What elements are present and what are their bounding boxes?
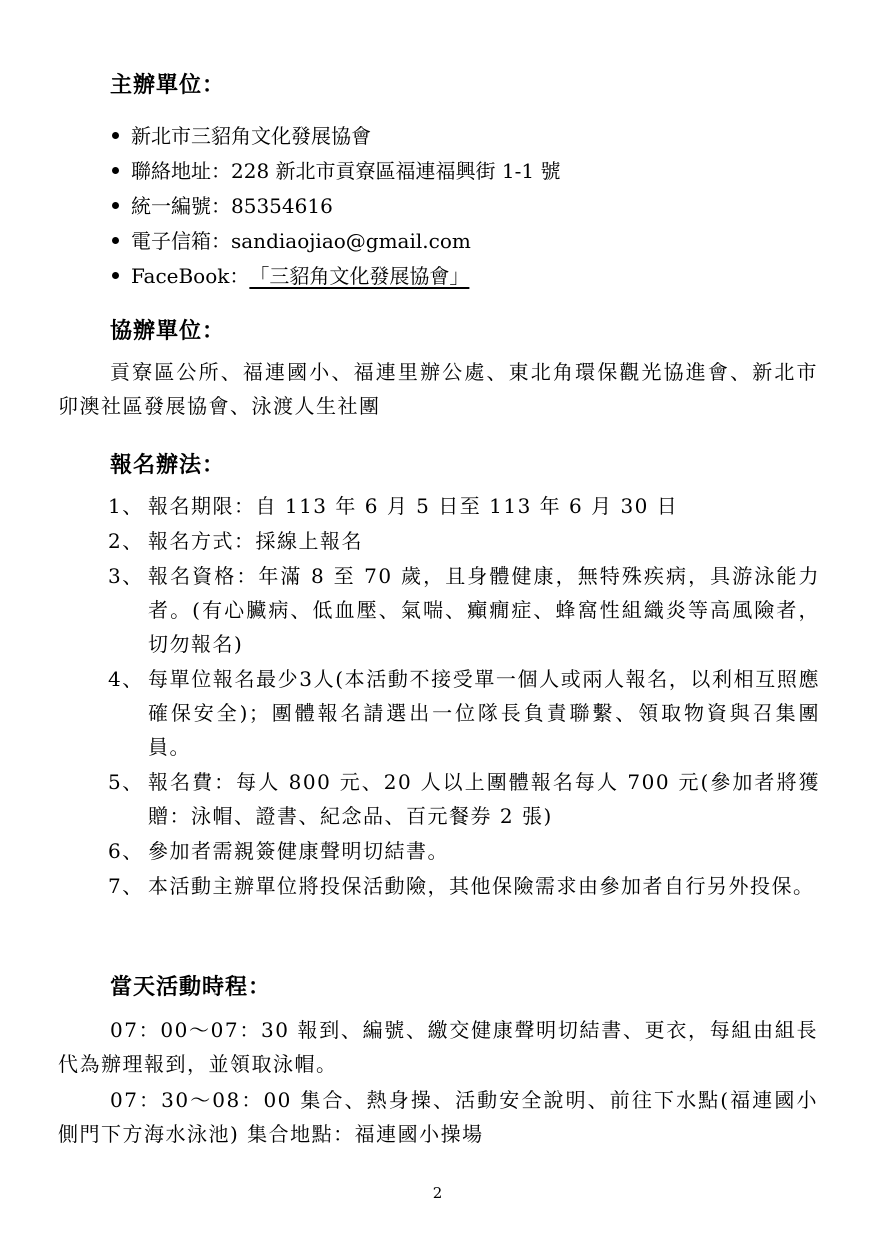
registration-steps: [108, 489, 820, 904]
bullet-icon: [112, 132, 119, 139]
step-text: 本活動主辦單位將投保活動險，其他保險需求由參加者自行另外投保。: [148, 874, 815, 898]
bullet-icon: [112, 272, 119, 279]
schedule-item: 07：00～07：30 報到、編號、繳交健康聲明切結書、更衣，每組由組長代為辦理報到，並領取泳帽。: [58, 1018, 818, 1076]
organizer-tax-id: 統一編號：85354616: [131, 193, 333, 218]
list-item: [108, 258, 560, 293]
organizer-address: 聯絡地址：228 新北市貢寮區福連福興街 1-1 號: [131, 158, 561, 183]
step-number: 4、: [108, 667, 144, 691]
step-number: 7、: [108, 874, 144, 898]
schedule-heading: 當天活動時程：: [110, 975, 272, 1000]
organizer-info-list: [108, 118, 560, 293]
organizer-name: 新北市三貂角文化發展協會: [131, 123, 371, 148]
list-item: [108, 662, 820, 764]
co-organizer-heading: 協辦單位：: [110, 319, 226, 344]
step-number: 1、: [108, 494, 144, 518]
list-item: [108, 153, 560, 188]
step-number: 2、: [108, 529, 144, 553]
bullet-icon: [112, 202, 119, 209]
co-organizer-text: 貢寮區公所、福連國小、福連里辦公處、東北角環保觀光協進會、新北市卯澳社區發展協會、泳渡人生社團: [58, 360, 818, 418]
step-number: 3、: [108, 564, 144, 588]
step-text: 報名資格：年滿 8 至 70 歲，且身體健康，無特殊疾病，具游泳能力者。(有心臟病、低血壓、氣喘、癲癇症、蜂窩性組織炎等高風險者，切勿報名): [148, 564, 820, 656]
list-item: [108, 869, 820, 903]
list-item: [108, 765, 820, 833]
registration-heading: 報名辦法：: [110, 453, 226, 478]
step-text: 報名方式：採線上報名: [148, 529, 363, 553]
schedule-item: 07：30～08：00 集合、熱身操、活動安全說明、前往下水點(福連國小側門下方海水泳池) 集合地點：福連國小操場: [58, 1088, 818, 1146]
list-item: [108, 223, 560, 258]
list-item: [108, 559, 820, 661]
step-number: 6、: [108, 839, 144, 863]
bullet-icon: [112, 167, 119, 174]
list-item: [108, 834, 820, 868]
step-text: 報名期限：自 113 年 6 月 5 日至 113 年 6 月 30 日: [148, 494, 679, 518]
organizer-heading: 主辦單位：: [110, 73, 226, 98]
list-item: [108, 524, 820, 558]
step-text: 報名費：每人 800 元、20 人以上團體報名每人 700 元(參加者將獲贈：泳帽、證書、紀念品、百元餐券 2 張): [148, 770, 820, 828]
facebook-label: FaceBook：: [131, 263, 250, 288]
list-item: [108, 489, 820, 523]
list-item: [108, 188, 560, 223]
bullet-icon: [112, 237, 119, 244]
step-text: 參加者需親簽健康聲明切結書。: [148, 839, 449, 863]
step-text: 每單位報名最少3人(本活動不接受單一個人或兩人報名，以利相互照應確保安全)；團體報名請選出一位隊長負責聯繫、領取物資與召集團員。: [148, 667, 820, 759]
step-number: 5、: [108, 770, 144, 794]
facebook-link[interactable]: 「三貂角文化發展協會」: [249, 263, 470, 288]
organizer-email: 電子信箱：sandiaojiao@gmail.com: [131, 228, 471, 253]
list-item: [108, 118, 560, 153]
page-number: 2: [432, 1184, 443, 1202]
